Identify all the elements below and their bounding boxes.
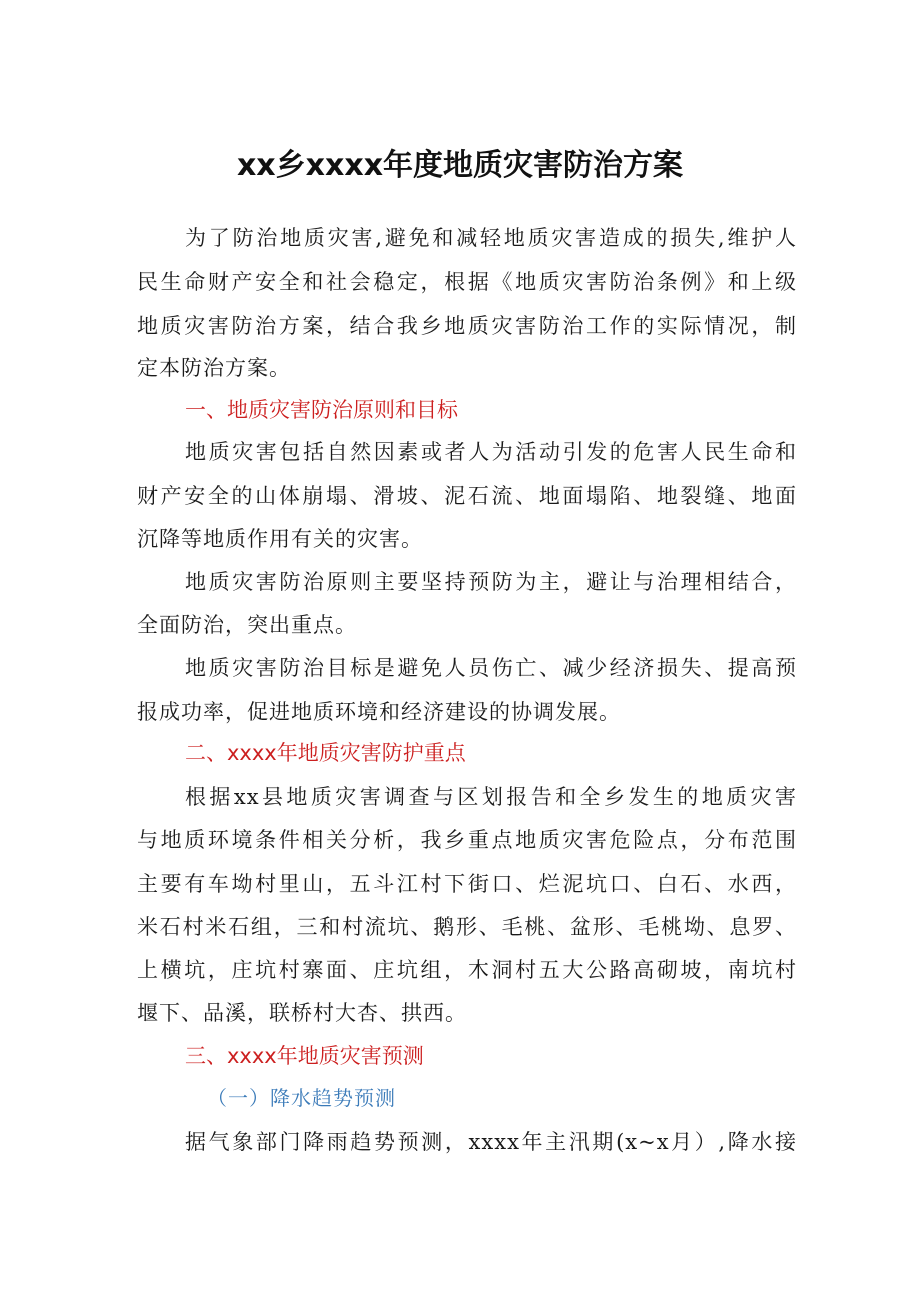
paragraph-line: 与地质环境条件相关分析，我乡重点地质灾害危险点，分布范围 bbox=[137, 828, 797, 852]
paragraph-line: 地质灾害包括自然因素或者人为活动引发的危害人民生命和 bbox=[185, 440, 797, 464]
paragraph-line: 根据xx县地质灾害调查与区划报告和全乡发生的地质灾害 bbox=[185, 785, 797, 809]
paragraph-line: 据气象部门降雨趋势预测，xxxx年主汛期(x~x月）,降水接 bbox=[185, 1130, 797, 1154]
paragraph-line: 财产安全的山体崩塌、滑坡、泥石流、地面塌陷、地裂缝、地面 bbox=[137, 484, 797, 508]
sub-heading: （一）降水趋势预测 bbox=[207, 1086, 396, 1110]
intro-line: 为了防治地质灾害,避免和减轻地质灾害造成的损失,维护人 bbox=[185, 226, 797, 250]
paragraph-line: 米石村米石组，三和村流坑、鹅形、毛桃、盆形、毛桃坳、息罗、 bbox=[137, 915, 797, 939]
paragraph-line: 主要有车坳村里山，五斗江村下街口、烂泥坑口、白石、水西， bbox=[137, 872, 797, 896]
intro-line: 民生命财产安全和社会稳定，根据《地质灾害防治条例》和上级 bbox=[137, 270, 797, 294]
paragraph-line: 全面防治，突出重点。 bbox=[137, 613, 357, 637]
section-heading: 一、地质灾害防治原则和目标 bbox=[185, 398, 458, 422]
paragraph-line: 报成功率，促进地质环境和经济建设的协调发展。 bbox=[137, 700, 621, 724]
intro-line: 定本防治方案。 bbox=[137, 356, 291, 380]
section-heading: 二、xxxx年地质灾害防护重点 bbox=[185, 741, 466, 765]
document-title: xx乡xxxx年度地质灾害防治方案 bbox=[236, 148, 684, 183]
paragraph-line: 地质灾害防治目标是避免人员伤亡、减少经济损失、提高预 bbox=[185, 656, 797, 680]
paragraph-line: 堰下、品溪，联桥村大杏、拱西。 bbox=[137, 1001, 467, 1025]
intro-line: 地质灾害防治方案，结合我乡地质灾害防治工作的实际情况，制 bbox=[137, 314, 797, 338]
paragraph-line: 上横坑，庄坑村寨面、庄坑组，木洞村五大公路高砌坡，南坑村 bbox=[137, 958, 797, 982]
paragraph-line: 沉降等地质作用有关的灾害。 bbox=[137, 527, 423, 551]
paragraph-line: 地质灾害防治原则主要坚持预防为主，避让与治理相结合， bbox=[185, 570, 797, 594]
section-heading: 三、xxxx年地质灾害预测 bbox=[185, 1044, 424, 1068]
